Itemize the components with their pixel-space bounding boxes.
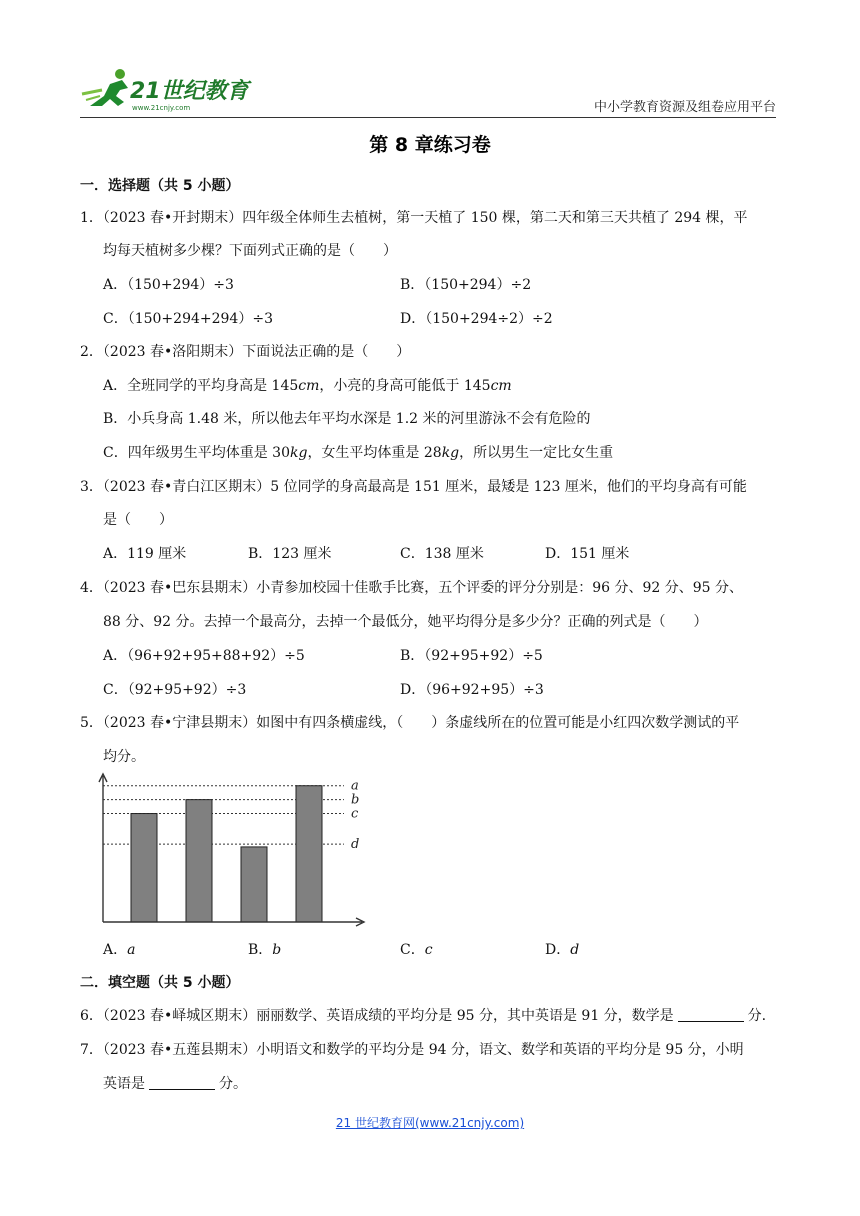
q3-line2: 是（ ） bbox=[103, 512, 173, 528]
section-heading-fill: 二．填空题（共 5 小题） bbox=[80, 975, 240, 991]
site-logo bbox=[80, 66, 255, 112]
chart-bar-1 bbox=[131, 814, 157, 922]
q5-option-d: D．d bbox=[545, 942, 580, 958]
reference-label-b: b bbox=[351, 792, 360, 808]
q1-line1: 1．（2023 春•开封期末）四年级全体师生去植树，第一天植了 150 棵，第二天和第三天共植了 294 棵，平 bbox=[80, 210, 748, 226]
logo-text: 21世纪教育 bbox=[130, 79, 249, 104]
q4-line2: 88 分、92 分。去掉一个最高分，去掉一个最低分，她平均得分是多少分？正确的列式是（ ） bbox=[103, 614, 708, 630]
chart-bar-4 bbox=[296, 786, 322, 922]
chart-bar-3 bbox=[241, 847, 267, 922]
page-title: 第 8 章练习卷 bbox=[369, 134, 491, 156]
q4-option-a: A．（96+92+95+88+92）÷5 bbox=[103, 648, 305, 664]
q4-option-b: B．（92+95+92）÷5 bbox=[400, 648, 543, 664]
q7-line1: 7．（2023 春•五莲县期末）小明语文和数学的平均分是 94 分，语文、数学和英语的平均分是 95 分，小明 bbox=[80, 1042, 744, 1058]
q3-option-a: A．119 厘米 bbox=[103, 546, 187, 562]
footer-link[interactable]: 21 世纪教育网(www.21cnjy.com) bbox=[335, 1116, 525, 1130]
reference-label-d: d bbox=[351, 837, 360, 853]
chart-bar-2 bbox=[186, 800, 212, 922]
q3-option-b: B．123 厘米 bbox=[248, 546, 332, 562]
platform-name: 中小学教育资源及组卷应用平台 bbox=[593, 100, 776, 115]
runner-logo-icon bbox=[80, 66, 255, 112]
q5-option-a: A．a bbox=[103, 942, 136, 958]
bar-chart bbox=[94, 772, 369, 927]
section-heading-choice: 一．选择题（共 5 小题） bbox=[80, 178, 240, 194]
q3-line1: 3．（2023 春•青白江区期末）5 位同学的身高最高是 151 厘米，最矮是 123 厘米，他们的平均身高有可能 bbox=[80, 479, 747, 495]
q5-line2: 均分。 bbox=[103, 749, 145, 765]
reference-label-c: c bbox=[351, 806, 359, 822]
q7-answer-blank[interactable] bbox=[149, 1075, 215, 1090]
q1-line2: 均每天植树多少棵？下面列式正确的是（ ） bbox=[103, 243, 397, 259]
q2-line1: 2．（2023 春•洛阳期末）下面说法正确的是（ ） bbox=[80, 344, 411, 360]
header-divider bbox=[80, 117, 776, 118]
reference-label-a: a bbox=[351, 778, 359, 794]
q1-option-b: B．（150+294）÷2 bbox=[400, 277, 532, 293]
q1-option-c: C．（150+294+294）÷3 bbox=[103, 311, 273, 327]
q4-line1: 4．（2023 春•巴东县期末）小青参加校园十佳歌手比赛，五个评委的评分分别是：96 分、92 分、95 分、 bbox=[80, 580, 744, 596]
q5-option-c: C．c bbox=[400, 942, 433, 958]
q7-line2: 英语是 分。 bbox=[103, 1076, 247, 1092]
q4-option-c: C．（92+95+92）÷3 bbox=[103, 682, 247, 698]
q3-option-d: D．151 厘米 bbox=[545, 546, 630, 562]
q2-option-b: B．小兵身高 1.48 米，所以他去年平均水深是 1.2 米的河里游泳不会有危险的 bbox=[103, 411, 591, 427]
bar-chart-svg bbox=[94, 772, 369, 927]
q6-answer-blank[interactable] bbox=[678, 1007, 744, 1022]
q5-line1: 5．（2023 春•宁津县期末）如图中有四条横虚线，（ ）条虚线所在的位置可能是小红四次数学测试的平 bbox=[80, 715, 740, 731]
q1-option-d: D．（150+294÷2）÷2 bbox=[400, 311, 553, 327]
q5-option-b: B．b bbox=[248, 942, 282, 958]
q2-option-c: C．四年级男生平均体重是 30kg，女生平均体重是 28kg，所以男生一定比女生重 bbox=[103, 445, 614, 461]
q6: 6．（2023 春•峄城区期末）丽丽数学、英语成绩的平均分是 95 分，其中英语是 91 分，数学是 分. bbox=[80, 1008, 767, 1024]
q4-option-d: D．（96+92+95）÷3 bbox=[400, 682, 544, 698]
q3-option-c: C．138 厘米 bbox=[400, 546, 484, 562]
logo-url: www.21cnjy.com bbox=[132, 104, 191, 112]
q1-option-a: A．（150+294）÷3 bbox=[103, 277, 234, 293]
q2-option-a: A．全班同学的平均身高是 145cm，小亮的身高可能低于 145cm bbox=[103, 378, 512, 394]
